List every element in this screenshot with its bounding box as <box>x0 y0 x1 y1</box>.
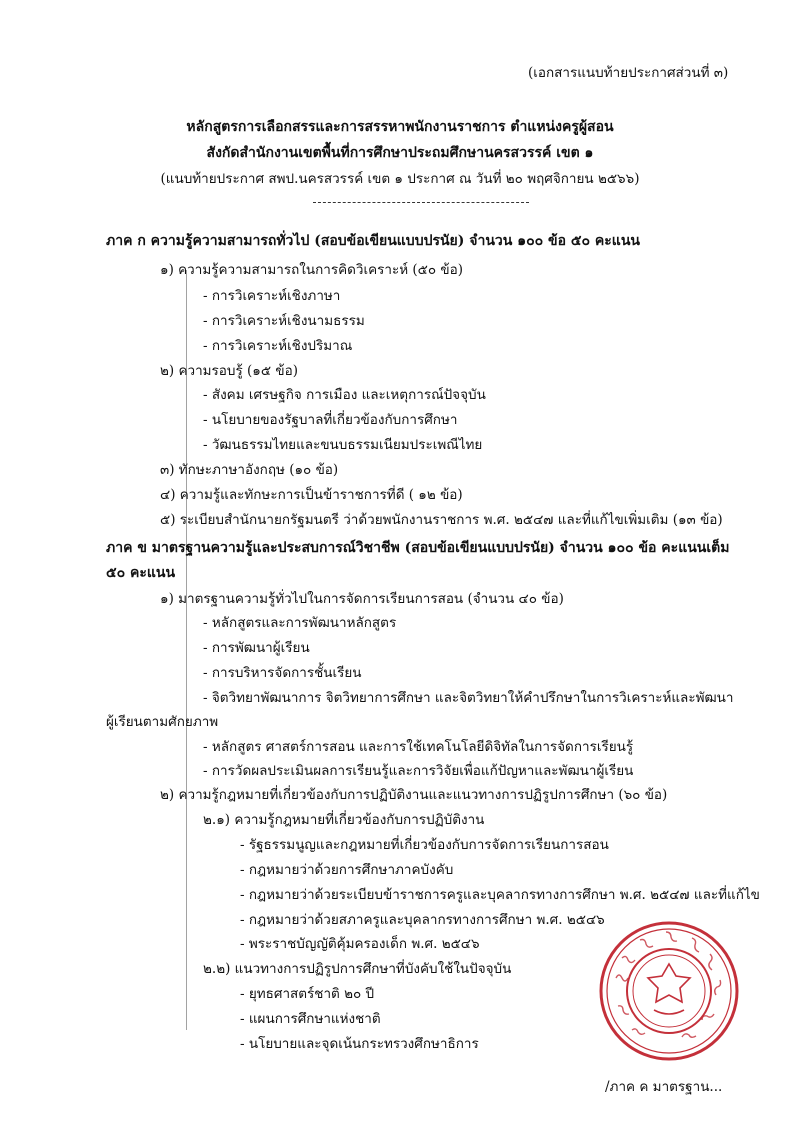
list-item: - กฎหมายว่าด้วยระเบียบข้าราชการครูและบุคลากรทางการศึกษา พ.ศ. ๒๕๔๗ และที่แก้ไข <box>240 887 760 903</box>
part-a-section-5: ๕) ระเบียบสำนักนายกรัฐมนตรี ว่าด้วยพนักงานราชการ พ.ศ. ๒๕๔๗ และที่แก้ไขเพิ่มเติม (๑๓ ข้อ) <box>160 512 723 528</box>
list-item: - การบริหารจัดการชั้นเรียน <box>203 665 362 681</box>
part-b-section-1: ๑) มาตรฐานความรู้ทั่วไปในการจัดการเรียนการสอน (จำนวน ๔๐ ข้อ) <box>160 591 564 607</box>
official-seal-stamp <box>596 918 742 1064</box>
list-item: - การวิเคราะห์เชิงภาษา <box>203 288 341 304</box>
attachment-note: (เอกสารแนบท้ายประกาศส่วนที่ ๓) <box>528 65 729 81</box>
list-item: - รัฐธรรมนูญและกฎหมายที่เกี่ยวข้องกับการจัดการเรียนการสอน <box>240 837 609 853</box>
list-item: - หลักสูตร ศาสตร์การสอน และการใช้เทคโนโลยีดิจิทัลในการจัดการเรียนรู้ <box>203 739 634 755</box>
title-line-2: สังกัดสำนักงานเขตพื้นที่การศึกษาประถมศึกษานครสวรรค์ เขต ๑ <box>206 145 594 161</box>
list-item: - การพัฒนาผู้เรียน <box>203 640 310 656</box>
list-item: - ยุทธศาสตร์ชาติ ๒๐ ปี <box>240 986 375 1002</box>
list-item: - กฎหมายว่าด้วยการศึกษาภาคบังคับ <box>240 862 454 878</box>
list-item: - สังคม เศรษฐกิจ การเมือง และเหตุการณ์ปัจจุบัน <box>203 387 486 403</box>
list-item: - การวิเคราะห์เชิงนามธรรม <box>203 313 365 329</box>
part-b-section-2-2: ๒.๒) แนวทางการปฏิรูปการศึกษาที่บังคับใช้ในปัจจุบัน <box>203 961 512 977</box>
list-item: - จิตวิทยาพัฒนาการ จิตวิทยาการศึกษา และจิตวิทยาให้คำปรึกษาในการวิเคราะห์และพัฒนา <box>203 690 734 706</box>
title-line-3: (แนบท้ายประกาศ สพป.นครสวรรค์ เขต ๑ ประกาศ ณ วันที่ ๒๐ พฤศจิกายน ๒๕๖๖) <box>160 171 640 187</box>
part-a-section-1: ๑) ความรู้ความสามารถในการคิดวิเคราะห์ (๕๐ ข้อ) <box>160 262 464 278</box>
title-divider <box>313 202 529 203</box>
part-b-heading-line-2: ๕๐ คะแนน <box>106 565 176 581</box>
list-item: - การวัดผลประเมินผลการเรียนรู้และการวิจัยเพื่อแก้ปัญหาและพัฒนาผู้เรียน <box>203 763 634 779</box>
part-a-section-3: ๓) ทักษะภาษาอังกฤษ (๑๐ ข้อ) <box>160 462 339 478</box>
list-item: - นโยบายของรัฐบาลที่เกี่ยวข้องกับการศึกษา <box>203 412 458 428</box>
scan-artifact-line <box>186 270 187 1030</box>
part-a-heading: ภาค ก ความรู้ความสามารถทั่วไป (สอบข้อเขียนแบบปรนัย) จำนวน ๑๐๐ ข้อ ๕๐ คะแนน <box>106 233 640 249</box>
list-item: - พระราชบัญญัติคุ้มครองเด็ก พ.ศ. ๒๕๔๖ <box>240 936 480 952</box>
title-line-1: หลักสูตรการเลือกสรรและการสรรหาพนักงานราชการ ตำแหน่งครูผู้สอน <box>186 119 614 135</box>
part-a-section-4: ๔) ความรู้และทักษะการเป็นข้าราชการที่ดี ( ๑๒ ข้อ) <box>160 487 463 503</box>
part-b-section-2-1: ๒.๑) ความรู้กฎหมายที่เกี่ยวข้องกับการปฏิบัติงาน <box>203 812 485 828</box>
part-b-section-2: ๒) ความรู้กฎหมายที่เกี่ยวข้องกับการปฏิบัติงานและแนวทางการปฏิรูปการศึกษา (๖๐ ข้อ) <box>160 787 668 803</box>
list-item-continuation: ผู้เรียนตามศักยภาพ <box>106 714 219 730</box>
list-item: - กฎหมายว่าด้วยสภาครูและบุคลากรทางการศึกษา พ.ศ. ๒๕๔๖ <box>240 912 605 928</box>
list-item: - การวิเคราะห์เชิงปริมาณ <box>203 338 353 354</box>
list-item: - หลักสูตรและการพัฒนาหลักสูตร <box>203 615 397 631</box>
list-item: - วัฒนธรรมไทยและขนบธรรมเนียมประเพณีไทย <box>203 437 483 453</box>
continued-note: /ภาค ค มาตรฐาน... <box>605 1079 723 1095</box>
part-a-section-2: ๒) ความรอบรู้ (๑๕ ข้อ) <box>160 363 298 379</box>
list-item: - นโยบายและจุดเน้นกระทรวงศึกษาธิการ <box>240 1036 479 1052</box>
list-item: - แผนการศึกษาแห่งชาติ <box>240 1011 381 1027</box>
part-b-heading-line-1: ภาค ข มาตรฐานความรู้และประสบการณ์วิชาชีพ (สอบข้อเขียนแบบปรนัย) จำนวน ๑๐๐ ข้อ คะแนนเต็ม <box>106 540 730 556</box>
